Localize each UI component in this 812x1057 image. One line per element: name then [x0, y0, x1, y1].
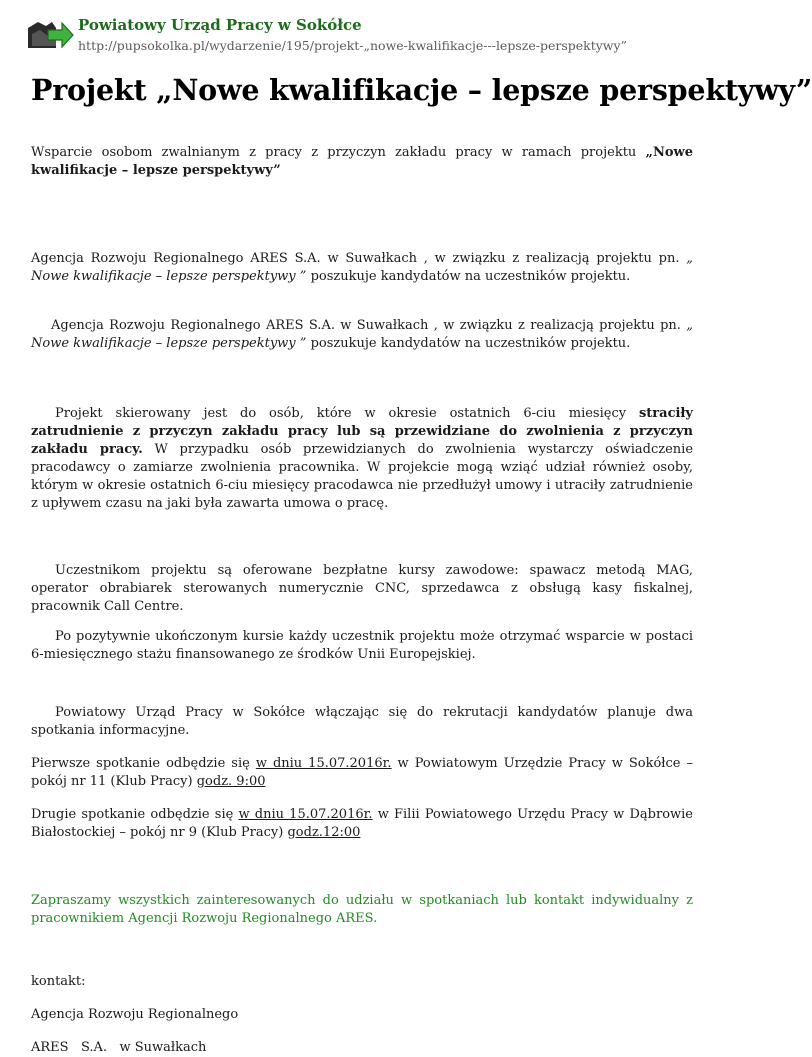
- site-name[interactable]: Powiatowy Urząd Pracy w Sokółce: [78, 16, 362, 34]
- project-paragraph-1: Agencja Rozwoju Regionalnego ARES S.A. w Suwałkach , w związku z realizacją projektu pn. „ Nowe kwalifikacje – lepsze perspektywy ” poszukuje kandydatów na uczestników projektu.: [31, 251, 693, 284]
- site-header: [26, 14, 716, 56]
- courses-paragraph: Uczestnikom projektu są oferowane bezpłatne kursy zawodowe: spawacz metodą MAG, operator obrabiarek sterowanych numerycznie CNC, sprzedawca z obsługą kasy fiskalnej, pracownik Call Centre.: [31, 563, 693, 614]
- meeting-1-time: godz. 9:00: [196, 774, 266, 789]
- contact-label: kontakt:: [31, 974, 86, 989]
- page-url[interactable]: http://pupsokolka.pl/wydarzenie/195/projekt-„nowe-kwalifikacje---lepsze-perspektywy”: [78, 38, 627, 53]
- meeting-1-paragraph: Pierwsze spotkanie odbędzie się w dniu 15.07.2016r. w Powiatowym Urzędzie Pracy w Sokółce – pokój nr 11 (Klub Pracy) godz. 9:00: [31, 756, 694, 789]
- target-group-paragraph: Projekt skierowany jest do osób, które w okresie ostatnich 6-ciu miesięcy straciły zatrudnienie z przyczyn zakładu pracy lub są przewidziane do zwolnienia z przyczyn zakładu pracy. W przypadku osób przewidzianych do zwolnienia wystarczy oświadczenie pracodawcy o zamiarze zwolnienia pracownika. W projekcie mogą wziąć udział również osoby, którym w okresie ostatnich 6-ciu miesięcy pracodawca nie przedłużył umowy i utraciły zatrudnienie z upływem czasu na jaki była zawarta umowa o pracę.: [31, 406, 694, 511]
- meeting-2-paragraph: Drugie spotkanie odbędzie się w dniu 15.07.2016r. w Filii Powiatowego Urzędu Pracy w Dąbrowie Białostockiej – pokój nr 9 (Klub Pracy) godz.12:00: [31, 807, 693, 840]
- article-body: [31, 144, 693, 1057]
- meeting-2-date: w dniu 15.07.2016r.: [238, 807, 373, 822]
- contact-agency-location: ARES S.A. w Suwałkach: [31, 1040, 207, 1055]
- recruitment-paragraph: Powiatowy Urząd Pracy w Sokółce włączając się do rekrutacji kandydatów planuje dwa spotkania informacyjne.: [31, 705, 693, 738]
- contact-agency: Agencja Rozwoju Regionalnego: [31, 1007, 239, 1022]
- intro-paragraph: Wsparcie osobom zwalnianym z pracy z przyczyn zakładu pracy w ramach projektu „Nowe kwalifikacje – lepsze perspektywy”: [31, 145, 693, 178]
- invitation-paragraph: Zapraszamy wszystkich zainteresowanych do udziału w spotkaniach lub kontakt indywidualny z pracownikiem Agencji Rozwoju Regionalnego ARES.: [31, 893, 693, 926]
- meeting-1-date: w dniu 15.07.2016r.: [255, 756, 392, 771]
- arrow-logo-icon[interactable]: [26, 18, 74, 52]
- page-title: Projekt „Nowe kwalifikacje – lepsze perspektywy”: [31, 73, 812, 107]
- project-paragraph-2: Agencja Rozwoju Regionalnego ARES S.A. w Suwałkach , w związku z realizacją projektu pn. „ Nowe kwalifikacje – lepsze perspektywy ” poszukuje kandydatów na uczestników projektu.: [31, 318, 693, 351]
- meeting-2-time: godz.12:00: [287, 825, 361, 840]
- internship-paragraph: Po pozytywnie ukończonym kursie każdy uczestnik projektu może otrzymać wsparcie w postaci 6-miesięcznego stażu finansowanego ze środków Unii Europejskiej.: [31, 629, 693, 662]
